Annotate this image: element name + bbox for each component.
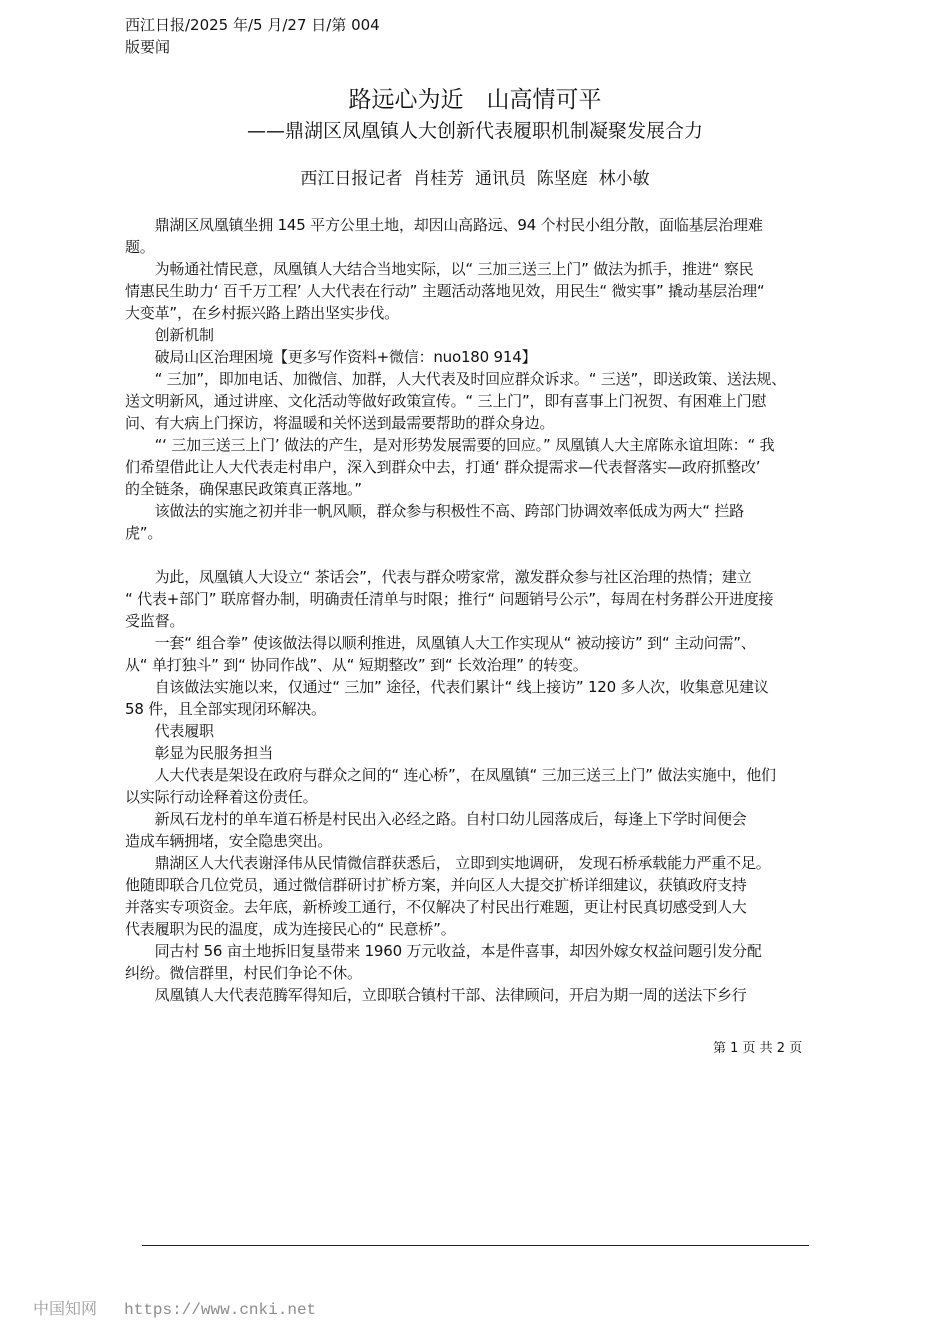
- body-line: “ 代表+部门” 联席督办制，明确责任清单与时限；推行“ 问题销号公示”，每周在村务群公开进度接: [125, 590, 774, 608]
- body-line: 从“ 单打独斗” 到“ 协同作战”、从“ 短期整改” 到“ 长效治理” 的转变。: [125, 656, 588, 674]
- body-line: “‘ 三加三送三上门’ 做法的产生，是对形势发展需要的回应。” 凤凰镇人大主席陈永谊坦陈：“ 我: [125, 436, 775, 454]
- body-line: 创新机制: [125, 326, 214, 344]
- body-line: 一套“ 组合拳” 使该做法得以顺利推进，凤凰镇人大工作实现从“ 被动接访” 到“ 主动问需”、: [125, 634, 756, 652]
- site-name: 中国知网: [33, 1299, 98, 1318]
- body-line: 人大代表是架设在政府与群众之间的“ 连心桥”，在凤凰镇“ 三加三送三上门” 做法实施中，他们: [125, 766, 776, 784]
- article-body: [125, 214, 837, 1006]
- footer-divider: [142, 1245, 809, 1246]
- body-line: 代表履职: [125, 722, 214, 740]
- body-line: 情惠民生助力‘ 百千万工程’ 人大代表在行动” 主题活动落地见效，用民生“ 微实事” 撬动基层治理“: [125, 282, 765, 300]
- body-line: 受监督。: [125, 612, 185, 630]
- body-line: 们希望借此让人大代表走村串户，深入到群众中去，打通‘ 群众提需求—代表督落实—政府抓整改’: [125, 458, 761, 476]
- body-line: 他随即联合几位党员，通过微信群研讨扩桥方案，并向区人大提交扩桥详细建议，获镇政府支持: [125, 876, 747, 894]
- article-subtitle: ——鼎湖区凤凰镇人大创新代表履职机制凝聚发展合力: [246, 120, 703, 142]
- article-byline: 西江日报记者 肖桂芳 通讯员 陈坚庭 林小敏: [300, 169, 650, 189]
- footer-watermark: [33, 1296, 316, 1319]
- body-line: 题。: [125, 238, 155, 256]
- body-line: 破局山区治理困境【更多写作资料+微信：nuo180 914】: [125, 348, 537, 366]
- site-url[interactable]: https://www.cnki.net: [124, 1301, 317, 1319]
- body-line: 为此，凤凰镇人大设立“ 茶话会”，代表与群众唠家常，激发群众参与社区治理的热情；建立: [125, 568, 752, 586]
- body-line: 鼎湖区凤凰镇坐拥 145 平方公里土地，却因山高路远、94 个村民小组分散，面临基层治理难: [125, 216, 763, 234]
- body-line: 为畅通社情民意，凤凰镇人大结合当地实际，以“ 三加三送三上门” 做法为抓手，推进“ 察民: [125, 260, 754, 278]
- body-line: 该做法的实施之初并非一帆风顺，群众参与积极性不高、跨部门协调效率低成为两大“ 拦路: [125, 502, 744, 520]
- publication-meta: [125, 14, 380, 58]
- body-line: 代表履职为民的温度，成为连接民心的“ 民意桥”。: [125, 920, 456, 938]
- body-line: 鼎湖区人大代表谢泽伟从民情微信群获悉后， 立即到实地调研， 发现石桥承载能力严重不足。: [125, 854, 771, 872]
- body-line: 同古村 56 亩土地拆旧复垦带来 1960 万元收益，本是件喜事，却因外嫁女权益问题引发分配: [125, 942, 762, 960]
- source-line: 西江日报/2025 年/5 月/27 日/第 004: [125, 16, 380, 34]
- blank-line: [125, 544, 837, 566]
- section-line: 版要闻: [125, 38, 171, 56]
- body-line: 虎”。: [125, 524, 163, 542]
- page-number: 第 1 页 共 2 页: [713, 1041, 803, 1056]
- body-line: 以实际行动诠释着这份责任。: [125, 788, 318, 806]
- body-line: 问、有大病上门探访，将温暖和关怀送到最需要帮助的群众身边。: [125, 414, 555, 432]
- body-line: 新凤石龙村的单车道石桥是村民出入必经之路。自村口幼儿园落成后，每逢上下学时间便会: [125, 810, 747, 828]
- body-line: 凤凰镇人大代表范腾军得知后，立即联合镇村干部、法律顾问，开启为期一周的送法下乡行: [125, 986, 747, 1004]
- body-line: 造成车辆拥堵，安全隐患突出。: [125, 832, 333, 850]
- body-line: 彰显为民服务担当: [125, 744, 274, 762]
- article-title: 路远心为近 山高情可平: [348, 87, 602, 113]
- body-line: 大变革”，在乡村振兴路上踏出坚实步伐。: [125, 304, 399, 322]
- body-line: 送文明新风，通过讲座、文化活动等做好政策宣传。“ 三上门”，即有喜事上门祝贺、有困难上门慰: [125, 392, 767, 410]
- body-line: 的全链条，确保惠民政策真正落地。”: [125, 480, 362, 498]
- body-line: “ 三加”，即加电话、加微信、加群，人大代表及时回应群众诉求。“ 三送”，即送政策、送法规、: [125, 370, 787, 388]
- body-line: 58 件，且全部实现闭环解决。: [125, 700, 326, 718]
- body-line: 纠纷。微信群里，村民们争论不休。: [125, 964, 362, 982]
- body-line: 自该做法实施以来，仅通过“ 三加” 途径，代表们累计“ 线上接访” 120 多人次，收集意见建议: [125, 678, 769, 696]
- body-line: 并落实专项资金。去年底，新桥竣工通行，不仅解决了村民出行难题，更让村民真切感受到人大: [125, 898, 747, 916]
